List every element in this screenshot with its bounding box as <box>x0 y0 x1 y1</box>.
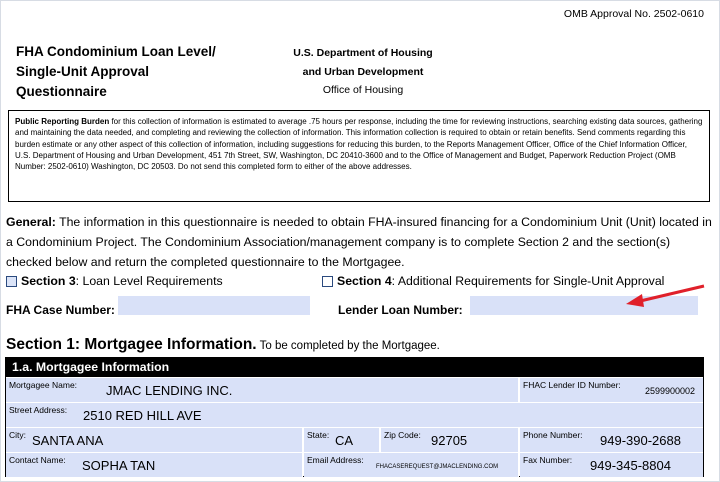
contact-name-field[interactable] <box>6 453 303 477</box>
state-label: State: <box>307 430 330 440</box>
agency-line-2: and Urban Development <box>302 65 424 78</box>
fhac-lender-id-label: FHAC Lender ID Number: <box>523 380 621 390</box>
omb-approval-number: OMB Approval No. 2502-0610 <box>563 8 704 20</box>
burden-lead: Public Reporting Burden <box>15 117 110 126</box>
table-row <box>6 377 703 402</box>
section4-checkbox[interactable] <box>322 276 333 287</box>
phone-number-label: Phone Number: <box>523 430 583 440</box>
fhac-lender-id-field[interactable] <box>520 378 703 402</box>
lender-loan-number-label: Lender Loan Number: <box>338 303 463 317</box>
city-field[interactable] <box>6 428 303 452</box>
zip-code-value: 92705 <box>431 433 468 448</box>
email-address-label: Email Address: <box>307 455 364 465</box>
section4-label-bold: Section 4 <box>337 274 392 288</box>
contact-name-value: SOPHA TAN <box>82 458 156 473</box>
zip-code-label: Zip Code: <box>384 430 421 440</box>
phone-number-value: 949-390-2688 <box>600 433 681 448</box>
section3-label-rest: : Loan Level Requirements <box>75 274 223 288</box>
fax-number-field[interactable] <box>520 453 703 477</box>
section3-label-bold: Section 3 <box>21 274 76 288</box>
fhac-lender-id-value: 2599900002 <box>645 386 696 396</box>
fha-case-number-input[interactable] <box>118 296 310 315</box>
table-row <box>6 427 703 452</box>
mortgagee-information-table <box>5 357 704 477</box>
section1-subtitle: To be completed by the Mortgagee. <box>256 340 440 352</box>
mortgagee-name-field[interactable] <box>6 378 519 402</box>
city-label: City: <box>9 430 26 440</box>
section3-checkbox-row[interactable] <box>6 274 223 288</box>
fax-number-value: 949-345-8804 <box>590 458 671 473</box>
table-row <box>6 402 703 427</box>
state-value: CA <box>335 433 354 448</box>
red-arrow-icon <box>624 283 706 309</box>
agency-block <box>268 44 458 100</box>
agency-line-1: U.S. Department of Housing <box>293 47 433 59</box>
street-address-value: 2510 RED HILL AVE <box>83 408 202 423</box>
form-title-line-3: Questionnaire <box>16 84 107 99</box>
general-text: The information in this questionnaire is needed to obtain FHA-insured financing for a Condominium Unit (Unit) located in a Condominium Project. The Condominium Association/management company is to complete Section 2 and the section(s) checked below and return the completed questionnaire to the Mortgagee. <box>6 215 712 269</box>
public-reporting-burden <box>8 110 710 202</box>
form-title-line-2: Single-Unit Approval <box>16 64 150 79</box>
fha-case-number-label: FHA Case Number: <box>6 303 115 317</box>
fax-number-label: Fax Number: <box>523 455 573 465</box>
mortgagee-table-header: 1.a. Mortgagee Information <box>6 358 703 377</box>
general-lead: General: <box>6 215 56 229</box>
general-instructions <box>6 212 712 272</box>
section1-title: Section 1: Mortgagee Information. <box>6 336 257 353</box>
state-field[interactable] <box>304 428 380 452</box>
form-title <box>16 42 216 102</box>
city-value: SANTA ANA <box>32 433 104 448</box>
table-row <box>6 452 703 476</box>
street-address-label: Street Address: <box>9 405 68 415</box>
agency-line-3: Office of Housing <box>322 84 404 96</box>
section4-checkbox-row[interactable] <box>322 274 664 288</box>
email-address-value: FHACASEREQUEST@JMACLENDING.COM <box>376 464 499 470</box>
burden-text: for this collection of information is estimated to average .75 hours per response, including the time for reviewing instructions, searching existing data sources, gathering and maintaining the data needed, and completing and reviewing the collection of information. This information collection is required to obtain or retain benefits. Send comments regarding this burden estimate or any other aspect of this collection of information, including suggestions for reducing this burden, to the Reports Management Officer, Office of the Chief Information Officer, U.S. Department of Housing and Urban Development, 451 7th Street, SW, Washington, DC 20410-3600 and to the Office of Management and Budget, Paperwork Reduction Project (OMB Number: 2502-0610) Washington, DC 20503. Do not send this completed form to either of the above addresses. <box>15 117 703 172</box>
contact-name-label: Contact Name: <box>9 455 66 465</box>
mortgagee-name-value: JMAC LENDING INC. <box>106 383 233 398</box>
email-address-field[interactable] <box>304 453 519 477</box>
phone-number-field[interactable] <box>520 428 703 452</box>
section3-checkbox[interactable] <box>6 276 17 287</box>
mortgagee-name-label: Mortgagee Name: <box>9 380 78 390</box>
street-address-field[interactable] <box>6 403 703 427</box>
section4-label-rest: : Additional Requirements for Single-Unit Approval <box>391 274 665 288</box>
form-title-line-1: FHA Condominium Loan Level/ <box>16 44 216 59</box>
section1-heading <box>6 336 440 354</box>
zip-code-field[interactable] <box>381 428 519 452</box>
